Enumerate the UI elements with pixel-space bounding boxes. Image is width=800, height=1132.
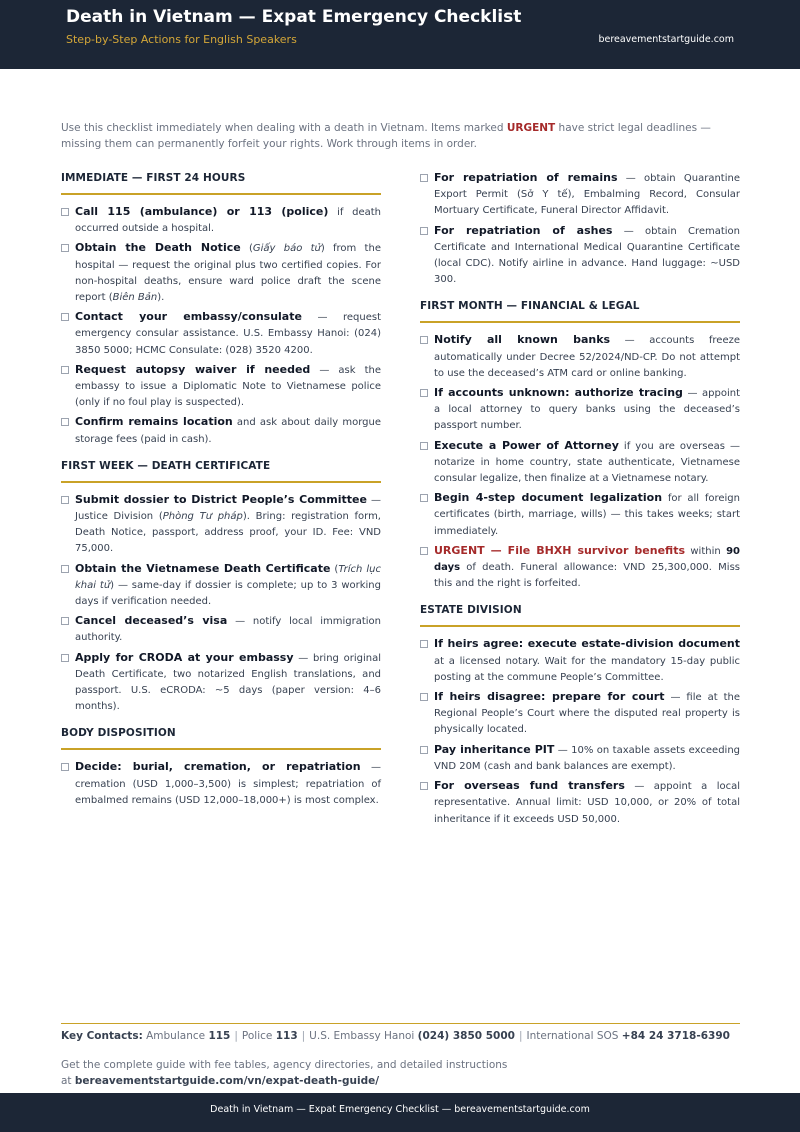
intro-text-after: have strict legal deadlines — missing them can permanently forfeit your rights. Work through items in order.: [61, 122, 711, 150]
checklist-item: [420, 332, 740, 382]
item-lead: Execute a Power of Attorney: [434, 438, 619, 452]
checkbox[interactable]: [61, 244, 69, 252]
checklist-item: [61, 240, 381, 306]
separator: |: [301, 1030, 306, 1042]
checklist-item: [420, 490, 740, 540]
item-text: — ask the embassy to issue a Diplomatic Note to Vietnamese police (only if no foul play is suspected).: [75, 364, 382, 409]
key-contacts-bar: [61, 1023, 740, 1042]
guide-link[interactable]: bereavementstartguide.com/vn/expat-death-guide/: [74, 1074, 380, 1087]
item-text: (: [240, 243, 253, 255]
checkbox[interactable]: [61, 208, 69, 216]
item-lead: Notify all known banks: [434, 333, 611, 347]
checklist-item-urgent: [420, 543, 740, 593]
ambulance-number: 115: [208, 1030, 231, 1042]
item-lead-urgent: URGENT — File BHXH survivor benefits: [434, 543, 686, 557]
checkbox[interactable]: [420, 547, 428, 555]
item-text: (: [330, 563, 339, 575]
intro-urgent-word: URGENT: [506, 122, 556, 134]
section-estate-division: [420, 602, 740, 827]
checklist-item: [61, 309, 381, 359]
checkbox[interactable]: [61, 763, 69, 771]
checkbox[interactable]: [420, 494, 428, 502]
checkbox[interactable]: [61, 617, 69, 625]
checklist-item: [420, 689, 740, 739]
checklist-item: [420, 742, 740, 775]
item-text: if you are overseas — notarize in home country, state authenticate, Vietnamese consular legalize, then finalize at a Vietnamese notary.: [434, 440, 740, 485]
checkbox[interactable]: [61, 654, 69, 662]
page-subtitle: Step-by-Step Actions for English Speakers: [66, 33, 297, 46]
checklist-item: [61, 613, 381, 646]
item-lead: Obtain the Vietnamese Death Certificate: [75, 561, 331, 575]
item-vietnamese-term: Trích lục khai tử: [75, 563, 381, 591]
item-text: ) from the hospital — request the original plus two certified copies. For non-hospital deaths, ensure ward police draft the scene report (: [75, 243, 381, 304]
ambulance-label: Ambulance: [146, 1030, 206, 1042]
item-text: for all foreign certificates (birth, marriage, wills) — this takes weeks; start immediately.: [434, 493, 740, 537]
section-first-week: [61, 458, 381, 716]
section-title: BODY DISPOSITION: [61, 725, 381, 750]
checkbox[interactable]: [420, 442, 428, 450]
item-text: at a licensed notary. Wait for the mandatory 15-day public posting at the commune People’s Committee.: [434, 655, 740, 683]
item-lead: Obtain the Death Notice: [75, 241, 241, 255]
checkbox[interactable]: [420, 782, 428, 790]
checkbox[interactable]: [61, 565, 69, 573]
checkbox[interactable]: [61, 418, 69, 426]
police-number: 113: [275, 1030, 298, 1042]
section-first-month: [420, 298, 740, 592]
guide-cta: [61, 1058, 741, 1089]
checklist-item: [61, 414, 381, 447]
item-lead: If heirs agree: execute estate-division document: [434, 637, 740, 651]
separator: |: [234, 1030, 238, 1042]
embassy-number: (024) 3850 5000: [417, 1030, 515, 1042]
checklist-item: [420, 636, 740, 686]
item-lead: Submit dossier to District People’s Committee: [75, 492, 367, 506]
sos-number: +84 24 3718-6390: [621, 1030, 730, 1042]
item-text: ).: [157, 292, 165, 304]
checklist-item: [61, 650, 381, 716]
checkbox[interactable]: [420, 227, 428, 235]
item-lead: Confirm remains location: [75, 415, 233, 429]
item-text: and ask about daily morgue storage fees (paid in cash).: [75, 417, 381, 445]
cta-text: Get the complete guide with fee tables, agency directories, and detailed instructions: [61, 1059, 508, 1071]
item-text: — 10% on taxable assets exceeding VND 20M (cash and bank balances are exempt).: [434, 744, 741, 772]
item-text: within: [685, 545, 727, 557]
checkbox[interactable]: [420, 746, 428, 754]
checklist-item: [61, 759, 381, 809]
left-column: [61, 170, 381, 819]
cta-at: at: [61, 1074, 75, 1087]
item-text: — notify local immigration authority.: [75, 616, 382, 644]
item-text: ). Bring: registration form, Death Notice, passport, address proof, your ID. Fee: VND 75,000.: [75, 511, 381, 555]
item-text: — file at the Regional People’s Court where the disputed real property is physically located.: [434, 692, 740, 736]
contacts-label: Key Contacts:: [61, 1030, 143, 1042]
item-lead: Contact your embassy/consulate: [75, 310, 302, 324]
item-lead: For overseas fund transfers: [434, 779, 625, 793]
item-lead: Begin 4-step document legalization: [434, 491, 663, 505]
section-immediate: [61, 170, 381, 448]
item-text: — cremation (USD 1,000–3,500) is simplest; repatriation of embalmed remains (USD 12,000–18,000+) is most complex.: [75, 762, 381, 806]
item-vietnamese-term: Phòng Tư pháp: [162, 511, 243, 523]
embassy-label: U.S. Embassy Hanoi: [309, 1030, 415, 1042]
right-column: [420, 170, 740, 838]
item-lead: Call 115 (ambulance) or 113 (police): [75, 205, 329, 218]
section-body-disposition-continued: [420, 170, 740, 288]
item-lead: Pay inheritance PIT: [434, 742, 555, 756]
checklist-item: [420, 778, 740, 828]
checkbox[interactable]: [420, 336, 428, 344]
checklist-item: [420, 223, 740, 289]
item-text: — appoint a local representative. Annual limit: USD 10,000, or 20% of total inheritance if it exceeds USD 50,000.: [434, 781, 741, 825]
item-text: — appoint a local attorney to query banks using the deceased’s passport number.: [434, 388, 740, 432]
checkbox[interactable]: [61, 313, 69, 321]
item-lead: Cancel deceased’s visa: [75, 614, 228, 628]
item-lead: Apply for CRODA at your embassy: [75, 650, 294, 664]
item-text: — obtain Quarantine Export Permit (Sở Y tế), Embalming Record, Consular Mortuary Certificate, Funeral Director Affidavit.: [434, 173, 740, 217]
item-text: — obtain Cremation Certificate and International Medical Quarantine Certificate (local CDC). Notify airline in advance. Hand luggage: ~USD 300.: [434, 225, 741, 286]
item-text: of death. Funeral allowance: VND 25,300,000. Miss this and the right is forfeited.: [434, 562, 740, 590]
item-lead: For repatriation of remains: [434, 171, 618, 184]
checkbox[interactable]: [420, 640, 428, 648]
page-title: Death in Vietnam — Expat Emergency Checklist: [66, 7, 522, 27]
checklist-item: [61, 362, 381, 412]
checkbox[interactable]: [61, 496, 69, 504]
intro-text-before: Use this checklist immediately when dealing with a death in Vietnam. Items marked: [61, 122, 507, 134]
police-label: Police: [241, 1030, 273, 1042]
item-deadline: 90 days: [434, 545, 740, 574]
checklist-item: [420, 438, 740, 488]
header-site-link[interactable]: bereavementstartguide.com: [598, 34, 734, 45]
item-text: — accounts freeze automatically under Decree 52/2024/ND-CP. Do not attempt to use the deceased’s ATM card or online banking.: [434, 335, 741, 379]
section-body-disposition: [61, 725, 381, 809]
checklist-item: [61, 204, 381, 237]
item-text: — Justice Division (: [75, 494, 381, 523]
sos-label: International SOS: [526, 1030, 619, 1042]
page-footer: [0, 1093, 800, 1132]
checkbox[interactable]: [61, 366, 69, 374]
section-title: FIRST WEEK — DEATH CERTIFICATE: [61, 458, 381, 483]
item-text: ) — same-day if dossier is complete; up to 3 working days if verification needed.: [75, 579, 381, 608]
item-text: if death occurred outside a hospital.: [75, 207, 382, 235]
item-lead: If heirs disagree: prepare for court: [434, 690, 665, 704]
item-lead: Decide: burial, cremation, or repatriation: [75, 760, 361, 774]
checklist-item: [420, 385, 740, 435]
checklist-item: [420, 170, 740, 220]
item-lead: For repatriation of ashes: [434, 223, 613, 237]
item-vietnamese-term: Biên Bản: [112, 292, 158, 304]
item-text: — request emergency consular assistance. U.S. Embassy Hanoi: (024) 3850 5000; HCMC Consulate: (028) 3520 4200.: [75, 312, 382, 356]
item-lead: If accounts unknown: authorize tracing: [434, 386, 683, 400]
checklist-item: [61, 561, 381, 611]
item-text: — bring original Death Certificate, two notarized English translations, and passport. U.S. eCRODA: ~5 days (paper version: 4–6 months).: [75, 652, 381, 713]
page-header: [0, 0, 800, 69]
section-title: IMMEDIATE — FIRST 24 HOURS: [61, 170, 381, 195]
checkbox[interactable]: [420, 389, 428, 397]
checkbox[interactable]: [420, 693, 428, 701]
item-lead: Request autopsy waiver if needed: [75, 362, 311, 376]
intro-paragraph: [61, 120, 741, 152]
separator: |: [518, 1030, 523, 1042]
checklist-item: [61, 492, 381, 558]
section-title: ESTATE DIVISION: [420, 602, 740, 627]
item-vietnamese-term: Giấy báo tử: [252, 243, 321, 255]
footer-text: Death in Vietnam — Expat Emergency Checklist — bereavementstartguide.com: [210, 1104, 590, 1115]
section-title: FIRST MONTH — FINANCIAL & LEGAL: [420, 298, 740, 323]
checkbox[interactable]: [420, 174, 428, 182]
